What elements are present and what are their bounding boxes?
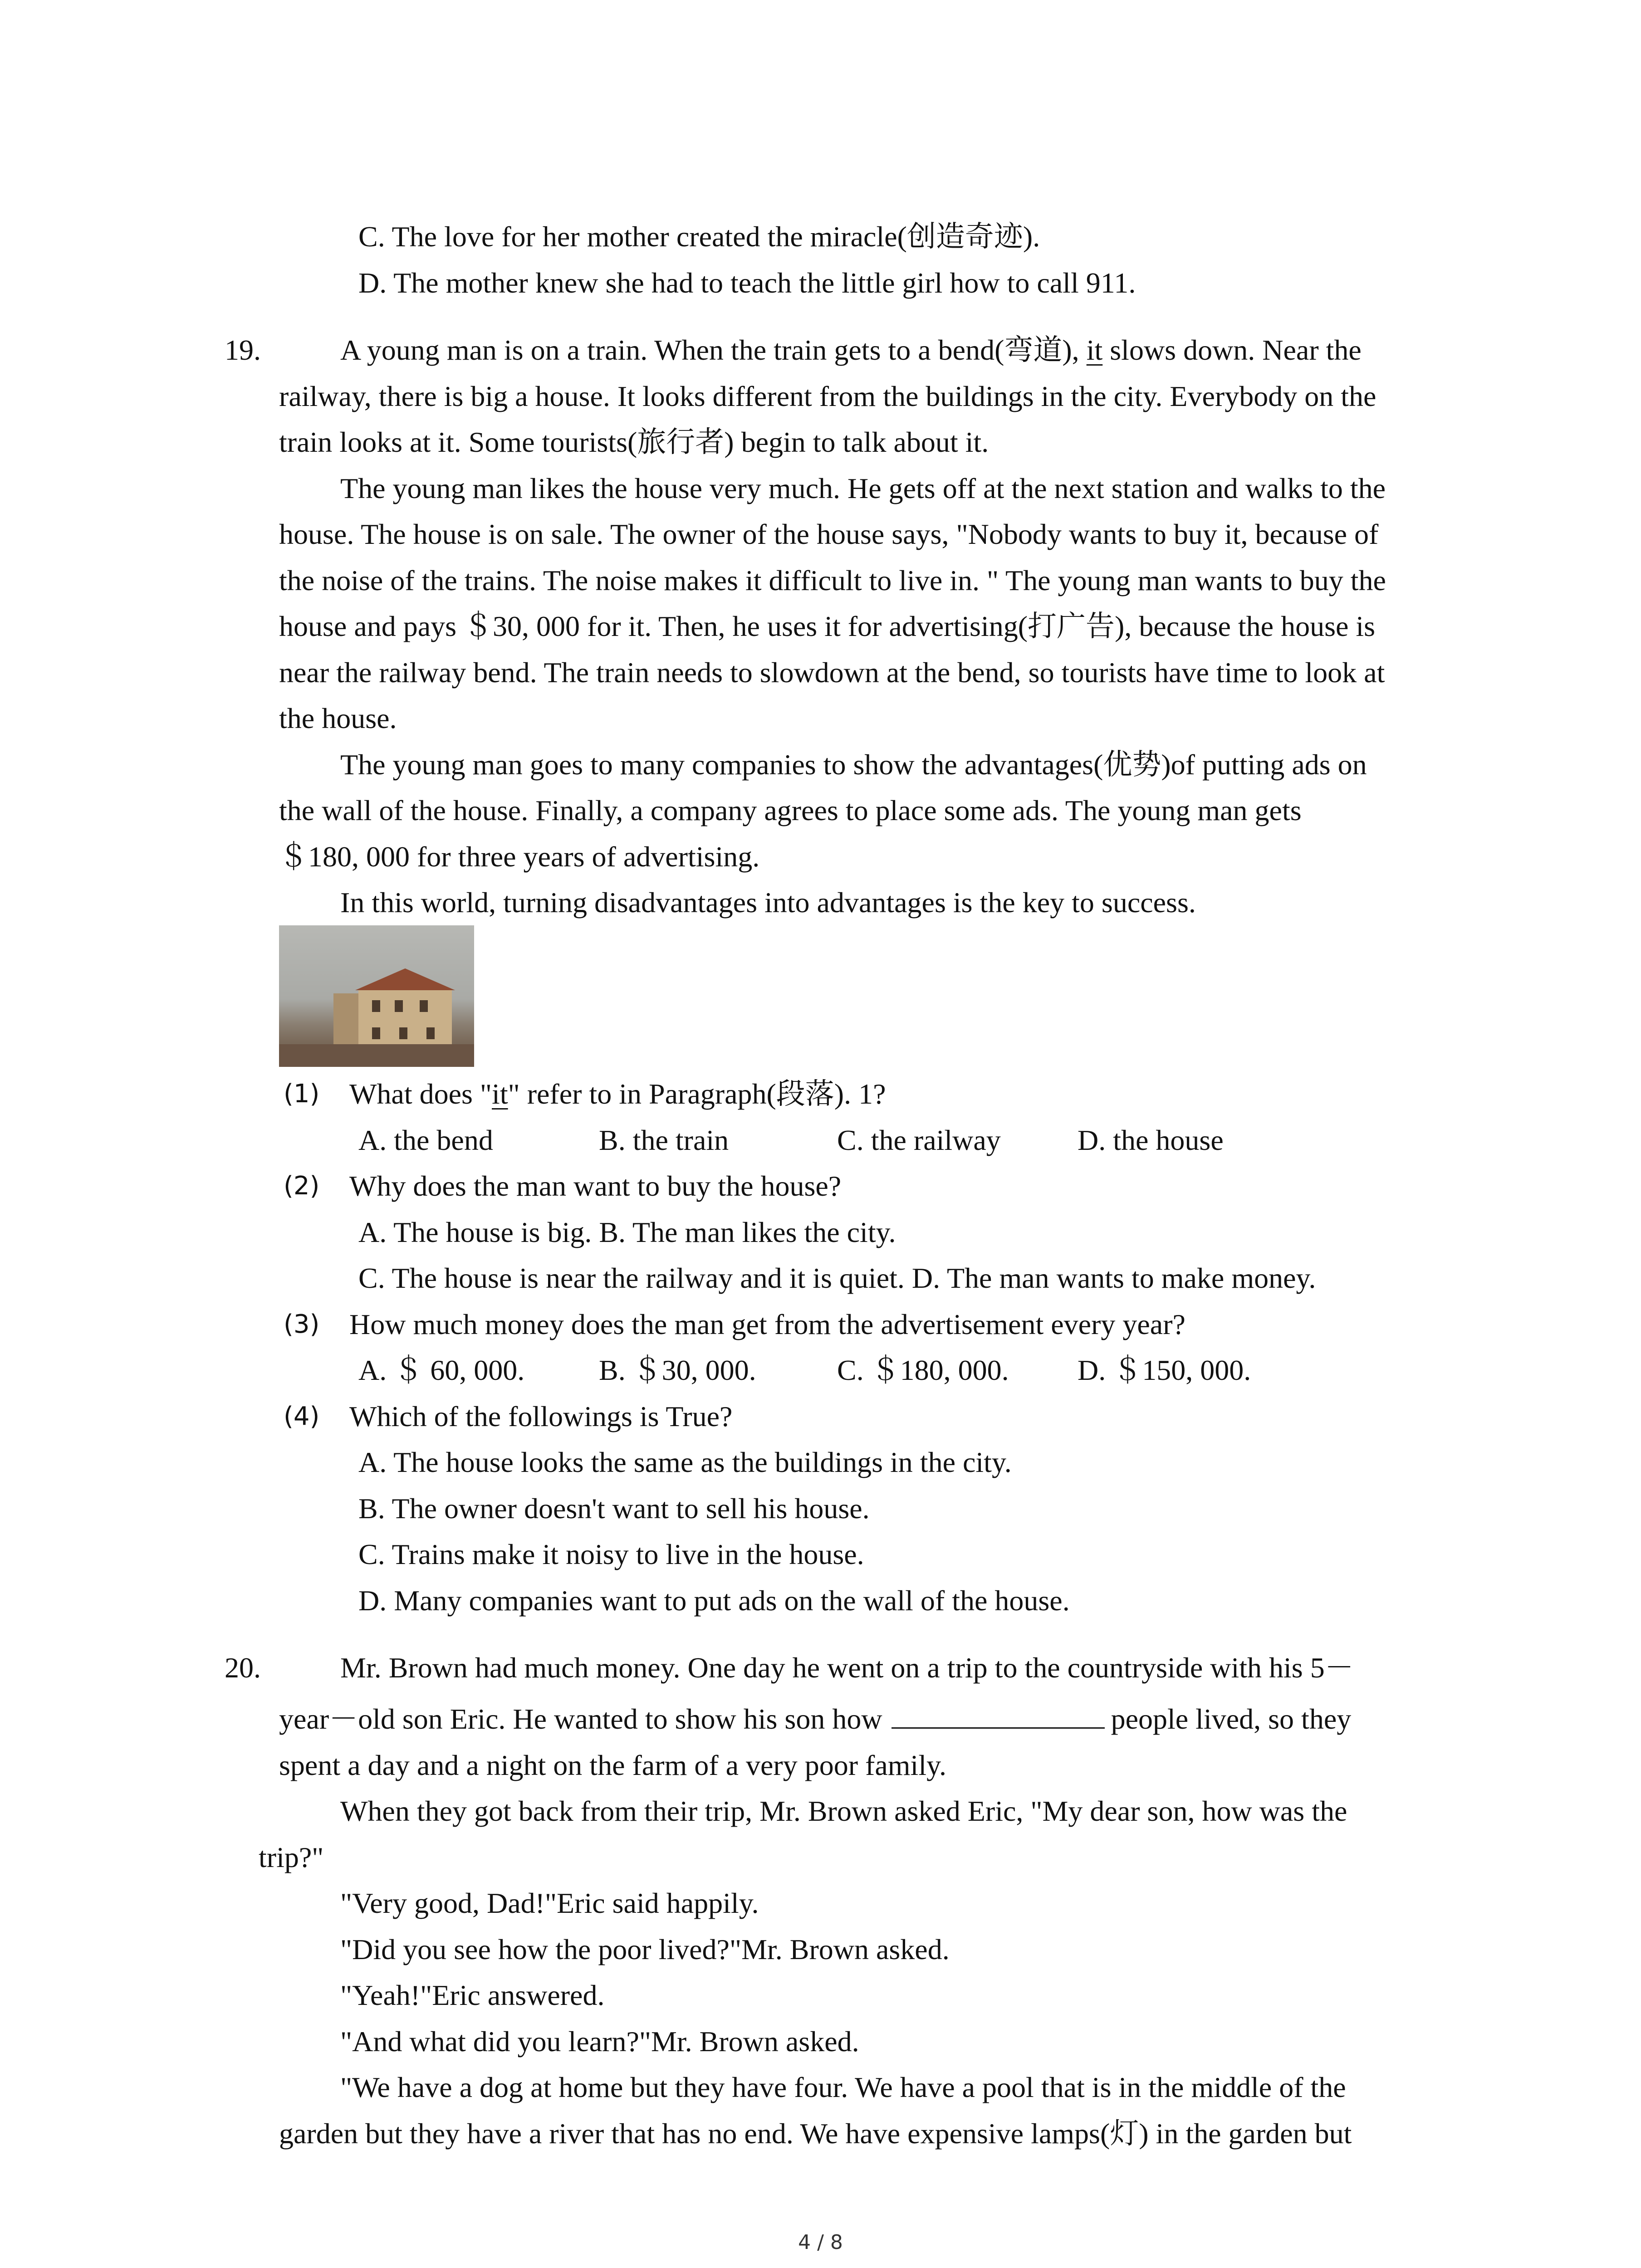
subquestion-3-option-c: C. ＄180, 000. — [837, 1354, 1009, 1386]
q20-line10: "We have a dog at home but they have four. We have a pool that is in the middle of the — [340, 2071, 1346, 2103]
q20-line6: "Very good, Dad!"Eric said happily. — [340, 1887, 759, 1919]
subquestion-2-options-line1: A. The house is big. B. The man likes the city. — [358, 1216, 896, 1248]
subquestion-1-option-c: C. the railway — [837, 1124, 1001, 1156]
subquestion-4-stem: Which of the followings is True? — [349, 1400, 733, 1432]
q19-paragraph2-line5: near the railway bend. The train needs to slowdown at the bend, so tourists have time to look at — [279, 656, 1385, 689]
question-number-19: 19. — [225, 334, 261, 366]
q19-paragraph3-line1: The young man goes to many companies to show the advantages(优势)of putting ads on — [340, 748, 1367, 781]
subquestion-2-stem: Why does the man want to buy the house? — [349, 1170, 842, 1202]
option-c-prev: C. The love for her mother created the miracle(创造奇迹). — [358, 220, 1040, 253]
option-d-prev: D. The mother knew she had to teach the little girl how to call 911. — [358, 267, 1136, 299]
question-number-20: 20. — [225, 1652, 261, 1684]
subquestion-number-2: (2) — [284, 1171, 320, 1201]
q19-paragraph3-line3: ＄180, 000 for three years of advertising. — [279, 841, 760, 873]
q19-paragraph4-line1: In this world, turning disadvantages into advantages is the key to success. — [340, 886, 1196, 919]
answer-blank — [892, 1700, 1105, 1729]
q20-line2: year－old son Eric. He wanted to show his son how people lived, so they — [279, 1700, 1351, 1738]
q19-paragraph2-line4: house and pays ＄30, 000 for it. Then, he uses it for advertising(打广告), because the house is — [279, 610, 1376, 642]
house-photo — [279, 925, 474, 1067]
subquestion-3-option-d: D. ＄150, 000. — [1078, 1354, 1251, 1386]
subquestion-4-option-a: A. The house looks the same as the buildings in the city. — [358, 1446, 1012, 1478]
subquestion-1-option-d: D. the house — [1078, 1124, 1224, 1156]
q20-line9: "And what did you learn?"Mr. Brown asked. — [340, 2025, 859, 2058]
underlined-it: it — [1086, 334, 1103, 366]
q19-paragraph2-line2: house. The house is on sale. The owner of the house says, "Nobody wants to buy it, because of — [279, 518, 1379, 550]
q19-paragraph2-line6: the house. — [279, 702, 397, 734]
subquestion-1-stem: What does "it" refer to in Paragraph(段落). 1? — [349, 1078, 886, 1110]
subquestion-4-option-c: C. Trains make it noisy to live in the house. — [358, 1538, 864, 1570]
q20-line1: Mr. Brown had much money. One day he went on a trip to the countryside with his 5－ — [340, 1652, 1354, 1684]
q19-paragraph1-line3: train looks at it. Some tourists(旅行者) begin to talk about it. — [279, 426, 989, 458]
q20-line4: When they got back from their trip, Mr. Brown asked Eric, "My dear son, how was the — [340, 1795, 1347, 1827]
subquestion-1-option-b: B. the train — [599, 1124, 729, 1156]
q19-paragraph3-line2: the wall of the house. Finally, a company agrees to place some ads. The young man gets — [279, 794, 1302, 826]
q19-paragraph1-line1: A young man is on a train. When the train gets to a bend(弯道), it slows down. Near the — [340, 334, 1362, 366]
q20-line11: garden but they have a river that has no end. We have expensive lamps(灯) in the garden but — [279, 2117, 1352, 2150]
subquestion-number-3: (3) — [284, 1310, 320, 1339]
subquestion-1-option-a: A. the bend — [358, 1124, 493, 1156]
q20-line7: "Did you see how the poor lived?"Mr. Brown asked. — [340, 1933, 950, 1965]
page-number: 4 / 8 — [798, 2231, 843, 2254]
subquestion-3-option-b: B. ＄30, 000. — [599, 1354, 756, 1386]
subquestion-4-option-d: D. Many companies want to put ads on the wall of the house. — [358, 1584, 1070, 1617]
subquestion-number-1: (1) — [284, 1079, 320, 1109]
q19-paragraph2-line3: the noise of the trains. The noise makes it difficult to live in. " The young man wants to buy the — [279, 564, 1386, 596]
q20-line5: trip?" — [259, 1841, 324, 1873]
q20-line3: spent a day and a night on the farm of a very poor family. — [279, 1749, 946, 1781]
q19-paragraph1-line2: railway, there is big a house. It looks different from the buildings in the city. Everybody on the — [279, 380, 1376, 412]
q19-paragraph2-line1: The young man likes the house very much. He gets off at the next station and walks to the — [340, 472, 1386, 504]
subquestion-2-options-line2: C. The house is near the railway and it is quiet. D. The man wants to make money. — [358, 1262, 1316, 1294]
subquestion-3-stem: How much money does the man get from the advertisement every year? — [349, 1308, 1185, 1340]
subquestion-number-4: (4) — [284, 1402, 320, 1431]
subquestion-4-option-b: B. The owner doesn't want to sell his house. — [358, 1492, 870, 1525]
q20-line8: "Yeah!"Eric answered. — [340, 1979, 605, 2011]
subquestion-3-option-a: A. ＄ 60, 000. — [358, 1354, 525, 1386]
